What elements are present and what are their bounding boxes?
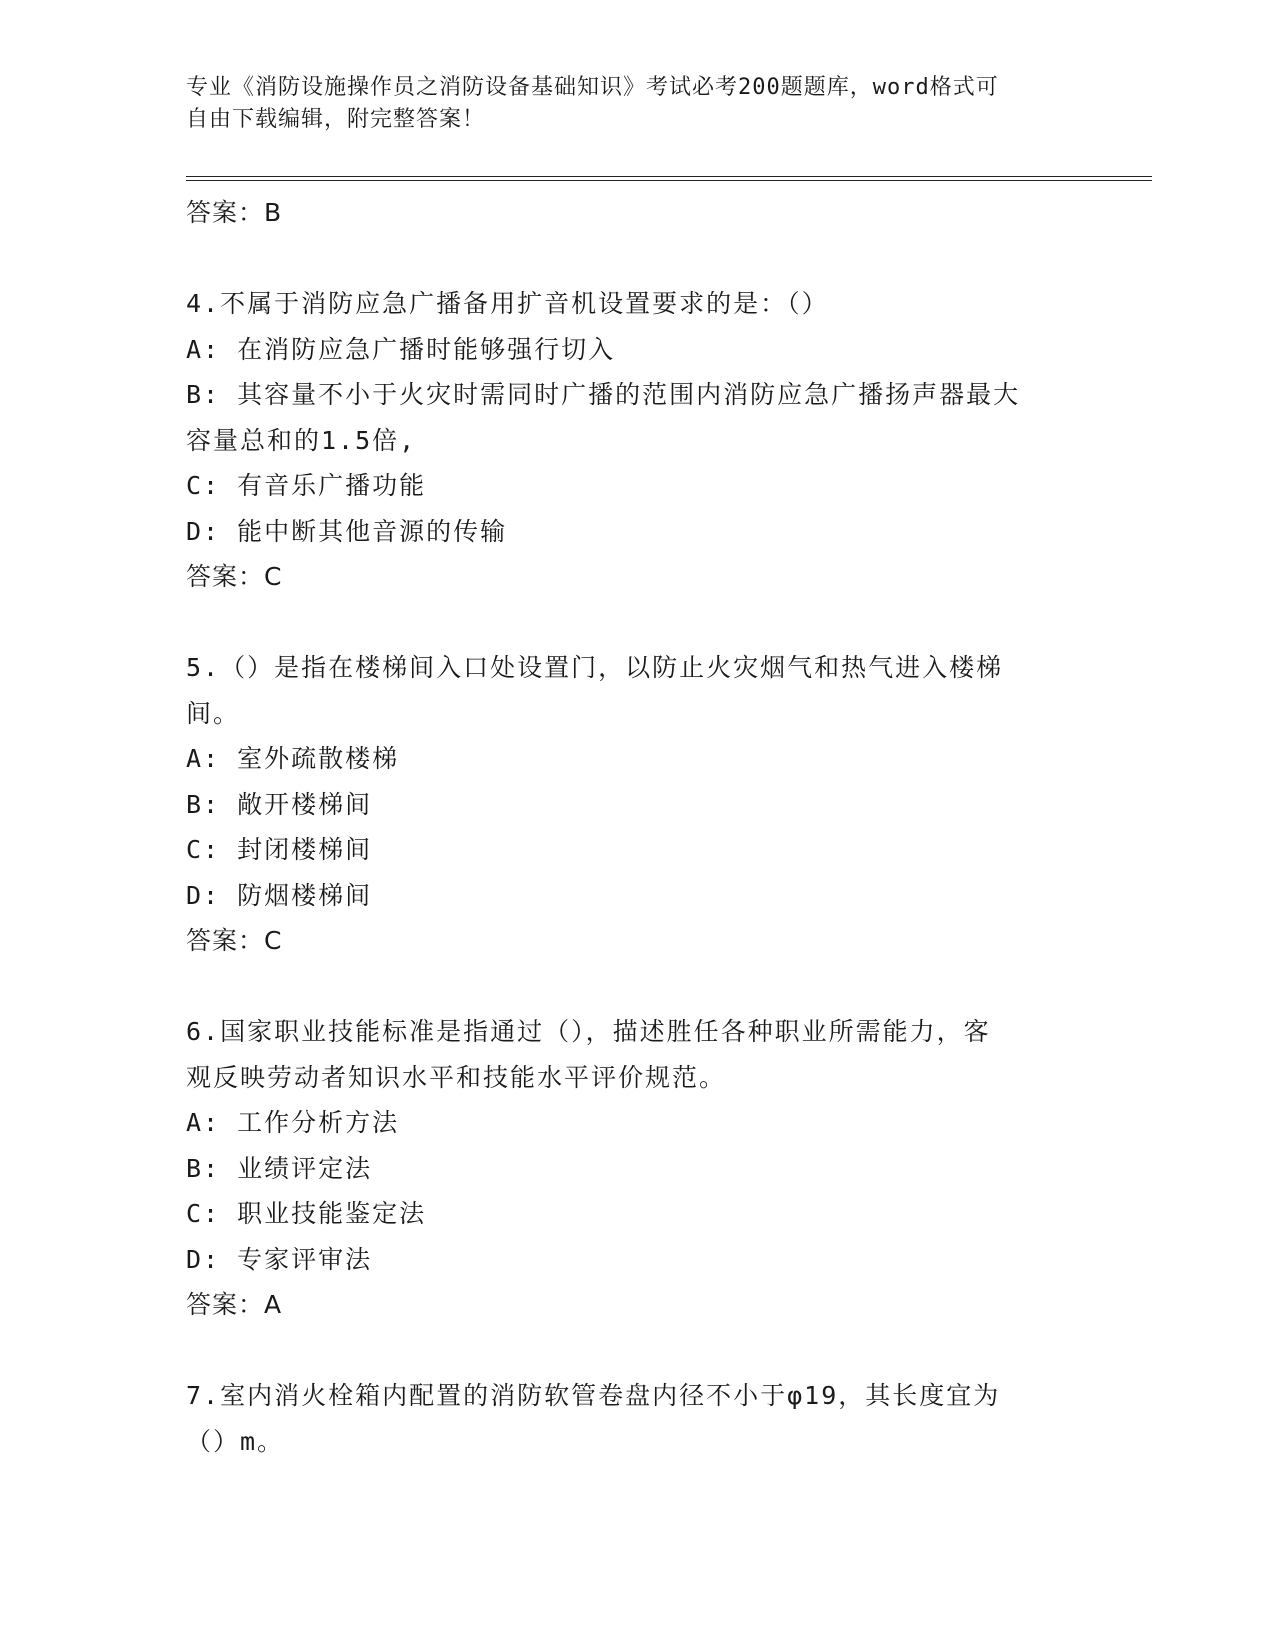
- question-stem: 5.（）是指在楼梯间入口处设置门，以防止火灾烟气和热气进入楼梯: [186, 653, 1004, 682]
- option-b: B: 业绩评定法: [186, 1153, 373, 1183]
- header-divider: [186, 176, 1152, 181]
- option-a: A: 在消防应急广播时能够强行切入: [186, 334, 616, 364]
- option-d: D: 专家评审法: [186, 1244, 373, 1274]
- question-stem: 7.室内消火栓箱内配置的消防软管卷盘内径不小于φ19，其长度宜为: [186, 1381, 1001, 1410]
- option-a: A: 室外疏散楼梯: [186, 744, 400, 773]
- option-a: A: 工作分析方法: [186, 1108, 400, 1137]
- previous-answer: 答案：B: [186, 198, 283, 227]
- spacer: [186, 600, 1086, 646]
- option-b-continued: 容量总和的1.5倍,: [186, 425, 417, 455]
- header-line-2: 自由下载编辑，附完整答案！: [186, 107, 486, 132]
- question-6: [186, 1009, 1086, 1328]
- option-c: C: 封闭楼梯间: [186, 835, 373, 864]
- option-d: D: 防烟楼梯间: [186, 880, 373, 910]
- spacer: [186, 1328, 1086, 1374]
- question-stem: 4.不属于消防应急广播备用扩音机设置要求的是：（）: [186, 289, 829, 318]
- answer: 答案：A: [186, 1290, 283, 1319]
- option-b: B: 敞开楼梯间: [186, 789, 373, 819]
- spacer: [186, 236, 1086, 282]
- question-list: [186, 190, 1086, 1464]
- question-7: [186, 1373, 1086, 1464]
- answer: 答案：C: [186, 926, 283, 955]
- option-c: C: 职业技能鉴定法: [186, 1199, 427, 1228]
- question-stem-continued: 观反映劳动者知识水平和技能水平评价规范。: [186, 1062, 727, 1092]
- option-b: B: 其容量不小于火灾时需同时广播的范围内消防应急广播扬声器最大: [186, 380, 1021, 409]
- spacer: [186, 964, 1086, 1010]
- document-header: [186, 72, 1066, 136]
- question-stem-continued: （）m。: [186, 1426, 285, 1456]
- question-stem-continued: 间。: [186, 698, 241, 728]
- answer: 答案：C: [186, 562, 283, 591]
- option-d: D: 能中断其他音源的传输: [186, 516, 508, 546]
- question-4: [186, 281, 1086, 600]
- question-stem: 6.国家职业技能标准是指通过（），描述胜任各种职业所需能力，客: [186, 1017, 991, 1046]
- question-5: [186, 645, 1086, 964]
- header-line-1: 专业《消防设施操作员之消防设备基础知识》考试必考200题题库，word格式可: [186, 75, 999, 100]
- option-c: C: 有音乐广播功能: [186, 471, 427, 500]
